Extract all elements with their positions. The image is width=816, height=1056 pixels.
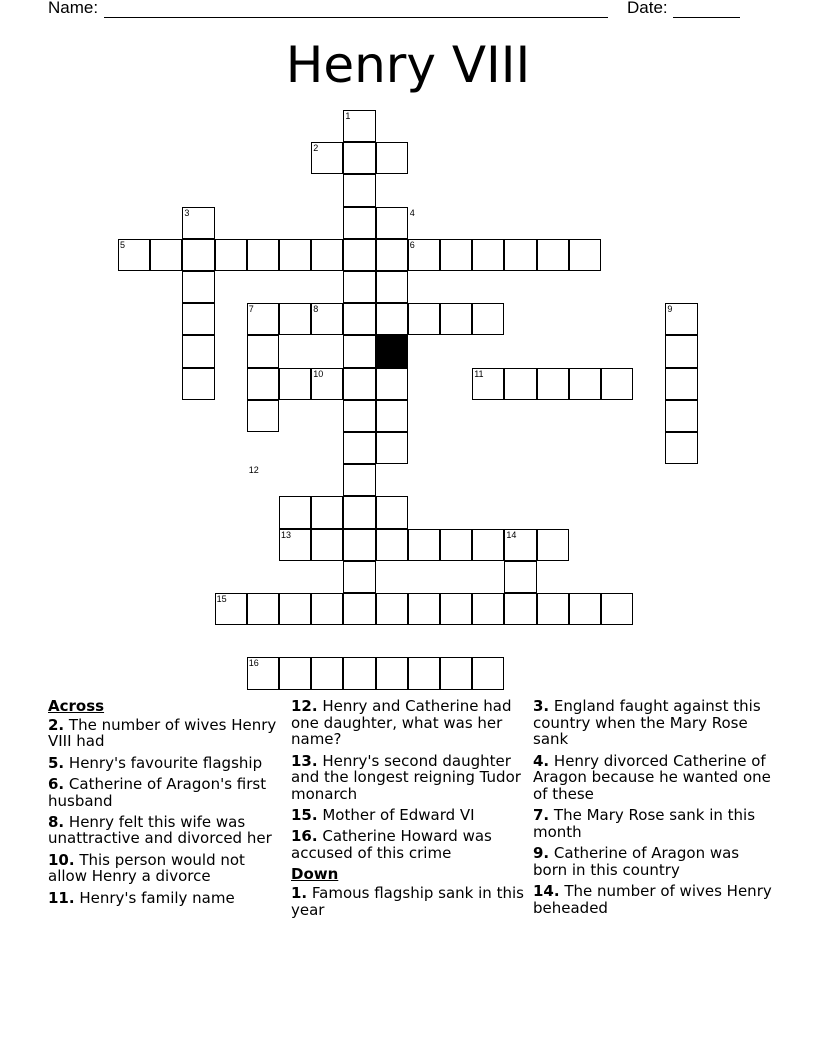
clue-text: Henry's favourite flagship [64,753,263,772]
clue-item [48,755,288,772]
clue-item [291,753,531,803]
grid-cell[interactable] [182,271,214,303]
clue-item [291,807,531,824]
grid-cell[interactable] [311,496,343,528]
grid-cell[interactable] [343,657,375,689]
grid-cell[interactable] [537,529,569,561]
clues-column-1 [48,698,288,911]
cell-number: 8 [313,304,319,315]
clue-item [48,776,288,809]
grid-cell[interactable] [343,207,375,239]
grid-cell[interactable] [343,464,375,496]
cell-number: 11 [474,368,484,379]
cell-number: 15 [216,594,227,604]
clue-number: 12. [291,697,318,715]
clue-item [533,845,773,878]
grid-cell[interactable] [472,239,504,271]
grid-cell[interactable] [343,561,375,593]
clue-number: 3. [533,697,550,715]
grid-cell[interactable] [182,368,214,400]
clue-item [48,890,288,907]
clue-number: 9. [533,844,550,863]
grid-cell[interactable] [665,400,697,432]
clue-list [291,698,531,862]
clue-list [48,717,288,907]
grid-cell[interactable] [343,142,375,174]
clue-text: The number of wives Henry beheaded [533,882,772,917]
grid-cell[interactable] [504,368,536,400]
grid-cell[interactable] [472,593,504,625]
clue-text: Henry felt this wife was unattractive and divorced her [48,812,272,848]
grid-cell[interactable] [247,335,279,367]
clue-text: Catherine of Aragon's first husband [48,774,267,810]
clue-text: This person would not allow Henry a divorce [48,850,245,886]
clue-item [533,753,773,803]
clue-text: Henry's family name [74,888,235,907]
grid-cell[interactable] [376,593,408,625]
clue-text: Catherine of Aragon was born in this country [533,844,740,879]
grid-cell[interactable] [343,432,375,464]
grid-cell[interactable] [376,529,408,561]
grid-cell[interactable] [537,368,569,400]
grid-cell[interactable] [279,239,311,271]
grid-cell[interactable] [408,593,440,625]
grid-cell[interactable] [279,593,311,625]
grid-cell[interactable] [376,142,408,174]
grid-cell[interactable] [343,593,375,625]
cell-number: 13 [281,529,292,540]
grid-cell[interactable] [440,303,472,335]
grid-cell[interactable] [408,657,440,689]
cell-number: 10 [313,368,324,379]
clue-number: 11. [48,888,75,907]
grid-cell[interactable] [569,368,601,400]
grid-cell[interactable] [376,368,408,400]
grid-cell[interactable] [665,335,697,367]
grid-cell[interactable] [376,239,408,271]
cell-number: 9 [667,304,673,315]
grid-cell[interactable] [504,239,536,271]
grid-cell[interactable] [569,593,601,625]
clue-number: 14. [533,882,560,901]
grid-cell[interactable] [343,496,375,528]
clues-column-3 [533,698,773,921]
cell-number: 16 [248,658,259,669]
clues-column-2 [291,698,531,923]
cell-number: 6 [409,239,415,250]
cell-number: 4 [409,207,415,218]
grid-cell[interactable] [440,657,472,689]
grid-cell[interactable] [665,368,697,400]
grid-cell[interactable] [279,657,311,689]
clue-item [533,807,773,840]
grid-cell[interactable] [150,239,182,271]
clue-number: 2. [48,715,65,734]
grid-cell[interactable] [376,657,408,689]
grid-cell[interactable] [247,400,279,432]
clue-number: 16. [291,827,318,846]
grid-cell[interactable] [247,368,279,400]
puzzle-title: Henry VIII [285,36,531,94]
grid-cell[interactable] [182,239,214,271]
clue-item [291,698,531,748]
clue-number: 1. [291,884,308,903]
grid-cell[interactable] [343,400,375,432]
clue-number: 10. [48,850,75,869]
grid-cell[interactable] [182,303,214,335]
cell-number: 3 [184,207,190,218]
grid-cell[interactable] [311,239,343,271]
grid-cell[interactable] [601,368,633,400]
cell-number: 14 [506,529,517,540]
cell-number: 12 [248,465,259,476]
grid-cell[interactable] [343,303,375,335]
grid-cell[interactable] [343,174,375,206]
grid-cell[interactable] [472,657,504,689]
grid-cell[interactable] [376,400,408,432]
clue-item [48,717,288,750]
cell-number: 5 [120,239,126,250]
grid-cell[interactable] [537,593,569,625]
grid-cell[interactable] [247,239,279,271]
clue-number: 8. [48,812,65,831]
clue-number: 6. [48,774,65,793]
grid-cell[interactable] [311,593,343,625]
grid-cell[interactable] [376,496,408,528]
date-label: Date: [627,0,668,17]
grid-cell[interactable] [311,657,343,689]
clue-text: Catherine Howard was accused of this crime [291,827,492,863]
clue-item [291,885,531,918]
grid-cell[interactable] [440,239,472,271]
clue-number: 4. [533,751,550,770]
clue-text: Famous flagship sank in this year [291,884,524,919]
grid-cell[interactable] [569,239,601,271]
grid-cell[interactable] [504,593,536,625]
grid-cell[interactable] [215,239,247,271]
grid-cell[interactable] [601,593,633,625]
grid-cell[interactable] [537,239,569,271]
grid-cell[interactable] [343,368,375,400]
grid-block [376,335,408,367]
clue-text: Henry and Catherine had one daughter, what was her name? [291,697,512,749]
grid-cell[interactable] [376,303,408,335]
clue-text: The Mary Rose sank in this month [533,806,756,841]
grid-cell[interactable] [247,593,279,625]
grid-cell[interactable] [279,368,311,400]
grid-cell[interactable] [440,529,472,561]
clue-item [533,883,773,916]
grid-cell[interactable] [376,432,408,464]
grid-cell[interactable] [376,271,408,303]
name-label: Name: [48,0,99,17]
grid-cell[interactable] [343,271,375,303]
clue-text: Mother of Edward VI [317,806,475,825]
grid-cell[interactable] [376,207,408,239]
grid-cell[interactable] [279,303,311,335]
clue-number: 7. [533,806,550,825]
cell-number: 2 [313,143,319,154]
clue-text: Henry's second daughter and the longest reigning Tudor monarch [291,751,521,804]
grid-cell[interactable] [279,496,311,528]
grid-cell[interactable] [472,529,504,561]
clue-item [291,828,531,861]
grid-cell[interactable] [440,593,472,625]
clue-text: England faught against this country when the Mary Rose sank [533,697,761,749]
clue-item [533,698,773,748]
clue-item [48,852,288,885]
grid-cell[interactable] [472,303,504,335]
clue-text: Henry divorced Catherine of Aragon because he wanted one of these [533,751,771,804]
grid-cell[interactable] [343,529,375,561]
cell-number: 1 [345,111,351,121]
grid-cell[interactable] [343,239,375,271]
grid-cell[interactable] [665,432,697,464]
grid-cell[interactable] [408,529,440,561]
clue-text: The number of wives Henry VIII had [48,715,277,751]
clue-number: 13. [291,751,318,770]
clue-item [48,814,288,847]
clue-number: 5. [48,753,65,772]
grid-cell[interactable] [182,335,214,367]
across-heading: Across [48,697,105,715]
clue-list [291,885,531,918]
grid-cell[interactable] [408,303,440,335]
grid-cell[interactable] [504,561,536,593]
clue-number: 15. [291,806,318,825]
grid-cell[interactable] [343,335,375,367]
clue-list [533,698,773,916]
grid-cell[interactable] [311,529,343,561]
down-heading: Down [291,865,339,884]
cell-number: 7 [248,304,254,315]
